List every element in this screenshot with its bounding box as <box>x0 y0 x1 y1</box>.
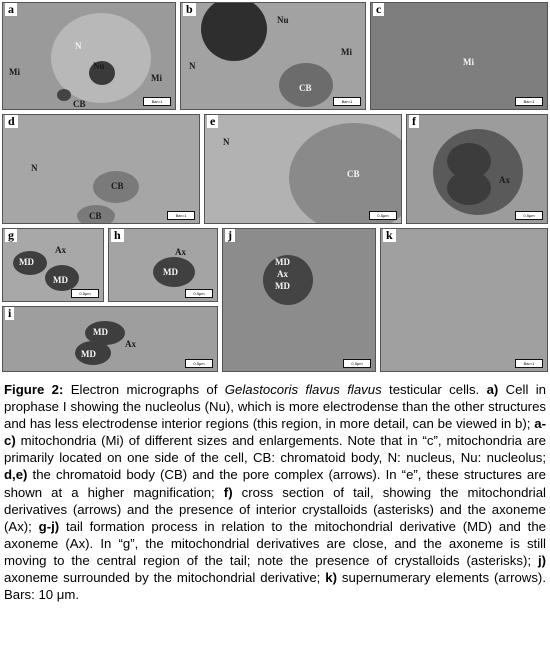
panel-a <box>2 2 176 110</box>
scale-bar: 0.5μm <box>369 211 397 220</box>
label-n: N <box>189 61 196 71</box>
panel-k-letter: k <box>383 229 396 242</box>
label-ax: Ax <box>55 245 66 255</box>
caption-label-f: f) <box>223 484 233 500</box>
label-ax: Ax <box>125 339 136 349</box>
caption-label-de: d,e) <box>4 467 28 483</box>
label-cb: CB <box>111 181 124 191</box>
nucleolus <box>201 2 267 61</box>
caption-text: supernumerary elements (arrows). Bars: 10 μm. <box>4 570 546 603</box>
chromatoid-body <box>57 89 71 101</box>
figure-caption <box>4 381 546 603</box>
label-md-2: MD <box>275 281 290 291</box>
label-md: MD <box>93 327 108 337</box>
label-n: N <box>75 41 82 51</box>
caption-text: axoneme surrounded by the mitochondrial derivative; <box>4 570 321 586</box>
caption-text: tail formation process in relation to the mitochondrial derivative (MD) and the axoneme (Ax). In “g”, the mitochondrial derivatives are close, and the axoneme is still moving to the central region of the tail; note the presence of crystalloids (asterisks); <box>4 518 546 568</box>
panel-f-letter: f <box>409 115 419 128</box>
caption-text: mitochondria (Mi) of different sizes and enlargements. Note that in “c”, mitochondria are primarily located on one side of the cell, CB: chromatoid body, N: nucleus, Nu: nucleolus; <box>4 433 546 466</box>
panel-k <box>380 228 548 372</box>
label-md-2: MD <box>53 275 68 285</box>
label-cb: CB <box>73 99 86 109</box>
mitochondrial-derivative-2 <box>447 171 491 205</box>
caption-label-gj: g-j) <box>38 518 60 534</box>
label-ax: Ax <box>499 175 510 185</box>
panel-f <box>406 114 548 224</box>
caption-label-k: k) <box>325 570 338 586</box>
scale-bar: 0.5μm <box>71 289 99 298</box>
panel-c-letter: c <box>373 3 384 16</box>
scale-bar: 0.5μm <box>185 289 213 298</box>
panel-b <box>180 2 366 110</box>
scale-bar: Bar=1 <box>515 97 543 106</box>
label-md-2: MD <box>81 349 96 359</box>
label-ax: Ax <box>277 269 288 279</box>
caption-text: testicular cells. <box>381 382 480 397</box>
scale-bar: 0.5μm <box>515 211 543 220</box>
caption-text: cross section of tail, showing the mitochondrial derivatives (arrows) and the presence of interior crystalloids (asterisks) and the axoneme (Ax); <box>4 484 546 534</box>
panel-h <box>108 228 218 302</box>
panel-j-letter: j <box>225 229 235 242</box>
caption-text: the chromatoid body (CB) and the pore complex (arrows). In “e”, these structures are shown at a higher magnification; <box>4 467 546 500</box>
scale-bar: Bar=1 <box>167 211 195 220</box>
panel-e <box>204 114 402 224</box>
label-cb: CB <box>299 83 312 93</box>
caption-text: Electron micrographs of <box>63 382 225 397</box>
panel-h-letter: h <box>111 229 124 242</box>
scale-bar: 0.5μm <box>185 359 213 368</box>
species-name: Gelastocoris flavus flavus <box>224 382 382 397</box>
panel-d-letter: d <box>5 115 18 128</box>
label-cb-2: CB <box>89 211 102 221</box>
caption-label-j: j) <box>537 552 546 568</box>
panel-i-letter: i <box>5 307 14 320</box>
caption-label-a: a) <box>486 382 499 397</box>
panel-g-letter: g <box>5 229 17 242</box>
label-mi-2: Mi <box>151 73 162 83</box>
label-ax: Ax <box>175 247 186 257</box>
panel-d <box>2 114 200 224</box>
label-mi: Mi <box>9 67 20 77</box>
panel-b-letter: b <box>183 3 196 16</box>
label-md: MD <box>19 257 34 267</box>
scale-bar: Bar=1 <box>333 97 361 106</box>
scale-bar: Bar=1 <box>515 359 543 368</box>
label-nu: Nu <box>277 15 289 25</box>
caption-text: Cell in prophase I showing the nucleolus (Nu), which is more electrodense than the other structures and has less electrodense interior regions (this region, in more detail, can be viewed in b); <box>4 382 546 432</box>
panel-c <box>370 2 548 110</box>
panel-e-letter: e <box>207 115 218 128</box>
label-n: N <box>31 163 38 173</box>
label-md: MD <box>163 267 178 277</box>
figure-label: Figure 2: <box>4 382 64 397</box>
label-mi: Mi <box>463 57 474 67</box>
label-mi: Mi <box>341 47 352 57</box>
panel-a-letter: a <box>5 3 17 16</box>
label-nu: Nu <box>93 61 105 71</box>
scale-bar: 0.5μm <box>343 359 371 368</box>
label-n: N <box>223 137 230 147</box>
panel-i <box>2 306 218 372</box>
panel-g <box>2 228 104 302</box>
label-md: MD <box>275 257 290 267</box>
label-cb: CB <box>347 169 360 179</box>
caption-label-ac: a-c) <box>4 416 546 449</box>
panel-j <box>222 228 376 372</box>
chromatoid-body <box>289 123 402 224</box>
scale-bar: Bar=1 <box>143 97 171 106</box>
